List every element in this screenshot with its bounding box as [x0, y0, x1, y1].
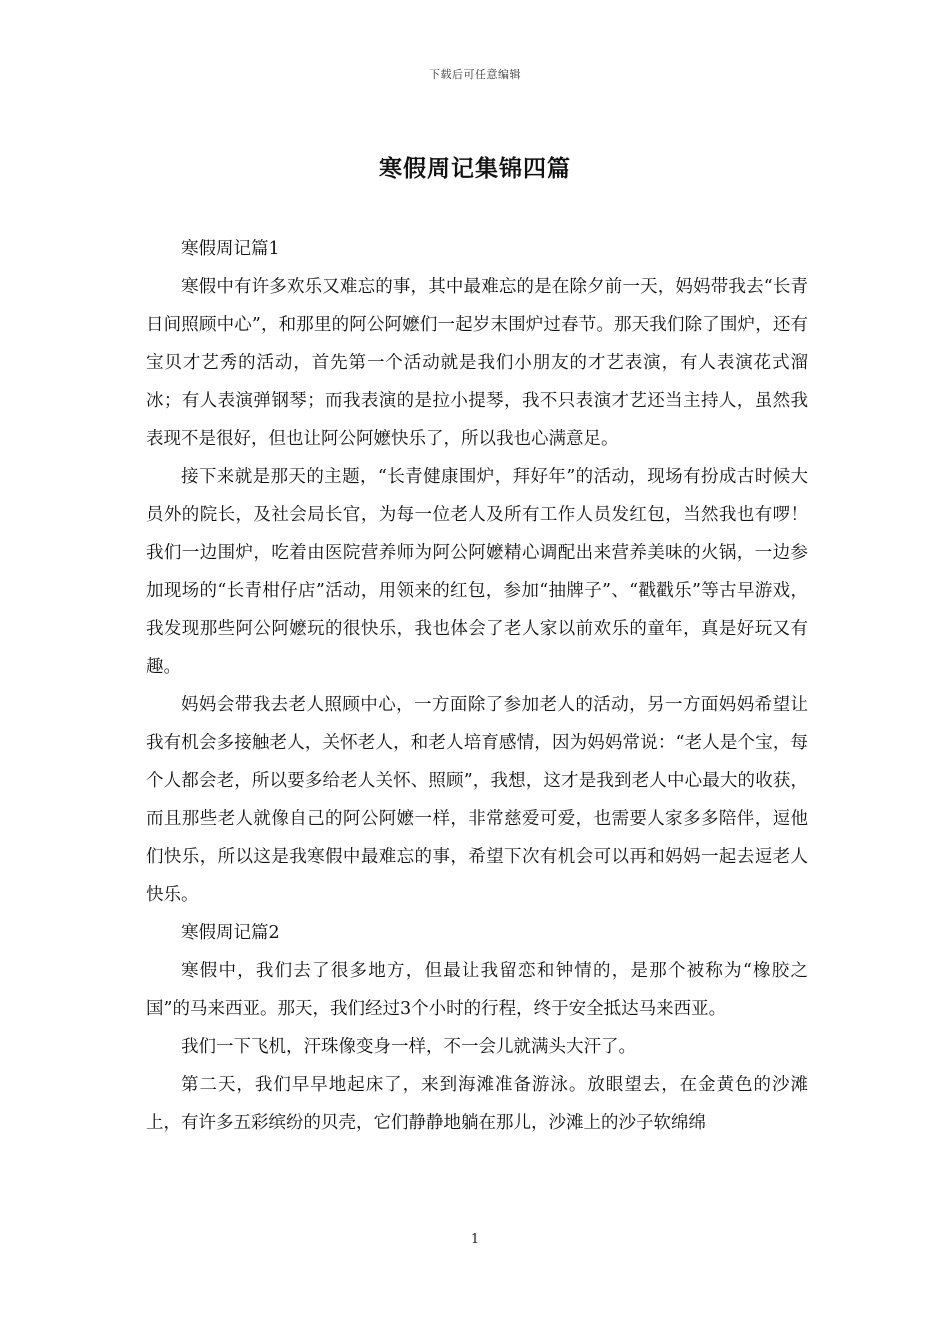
paragraph: 妈妈会带我去老人照顾中心，一方面除了参加老人的活动，另一方面妈妈希望让我有机会多接触老人，关怀老人，和老人培育感情，因为妈妈常说：“老人是个宝，每个人都会老，所以要多给老人关怀、照顾”，我想，这才是我到老人中心最大的收获，而且那些老人就像自己的阿公阿嬷一样，非常慈爱可爱，也需要人家多多陪伴，逗他们快乐，所以这是我寒假中最难忘的事，希望下次有机会可以再和妈妈一起去逗老人快乐。 [146, 695, 808, 905]
paragraph: 我们一下飞机，汗珠像变身一样，不一会儿就满头大汗了。 [181, 1037, 636, 1057]
section-heading: 寒假周记篇2 [181, 923, 280, 943]
section-heading: 寒假周记篇1 [181, 239, 280, 259]
document-title: 寒假周记集锦四篇 [379, 155, 571, 182]
section-1 [146, 230, 808, 914]
paragraph: 寒假中有许多欢乐又难忘的事，其中最难忘的是在除夕前一天，妈妈带我去“长青日间照顾中心”，和那里的阿公阿嬷们一起岁末围炉过春节。那天我们除了围炉，还有宝贝才艺秀的活动，首先第一个活动就是我们小朋友的才艺表演，有人表演花式溜冰；有人表演弹钢琴；而我表演的是拉小提琴，我不只表演才艺还当主持人，虽然我表现不是很好，但也让阿公阿嬷快乐了，所以我也心满意足。 [146, 277, 808, 449]
paragraph: 接下来就是那天的主题，“长青健康围炉，拜好年”的活动，现场有扮成古时候大员外的院长，及社会局长官，为每一位老人及所有工作人员发红包，当然我也有啰！我们一边围炉，吃着由医院营养师为阿公阿嬷精心调配出来营养美味的火锅，一边参加现场的“长青柑仔店”活动，用领来的红包，参加“抽牌子”、“戳戳乐”等古早游戏，我发现那些阿公阿嬷玩的很快乐，我也体会了老人家以前欢乐的童年，真是好玩又有趣。 [146, 467, 808, 677]
section-2 [146, 914, 808, 1142]
paragraph: 第二天，我们早早地起床了，来到海滩准备游泳。放眼望去，在金黄色的沙滩上，有许多五彩缤纷的贝壳，它们静静地躺在那儿，沙滩上的沙子软绵绵 [146, 1075, 808, 1133]
document-body [146, 230, 808, 1142]
page-number: 1 [470, 1232, 480, 1247]
page-header-note: 下载后可任意编辑 [429, 68, 521, 81]
paragraph: 寒假中，我们去了很多地方，但最让我留恋和钟情的，是那个被称为“橡胶之国”的马来西亚。那天，我们经过3个小时的行程，终于安全抵达马来西亚。 [146, 961, 808, 1019]
